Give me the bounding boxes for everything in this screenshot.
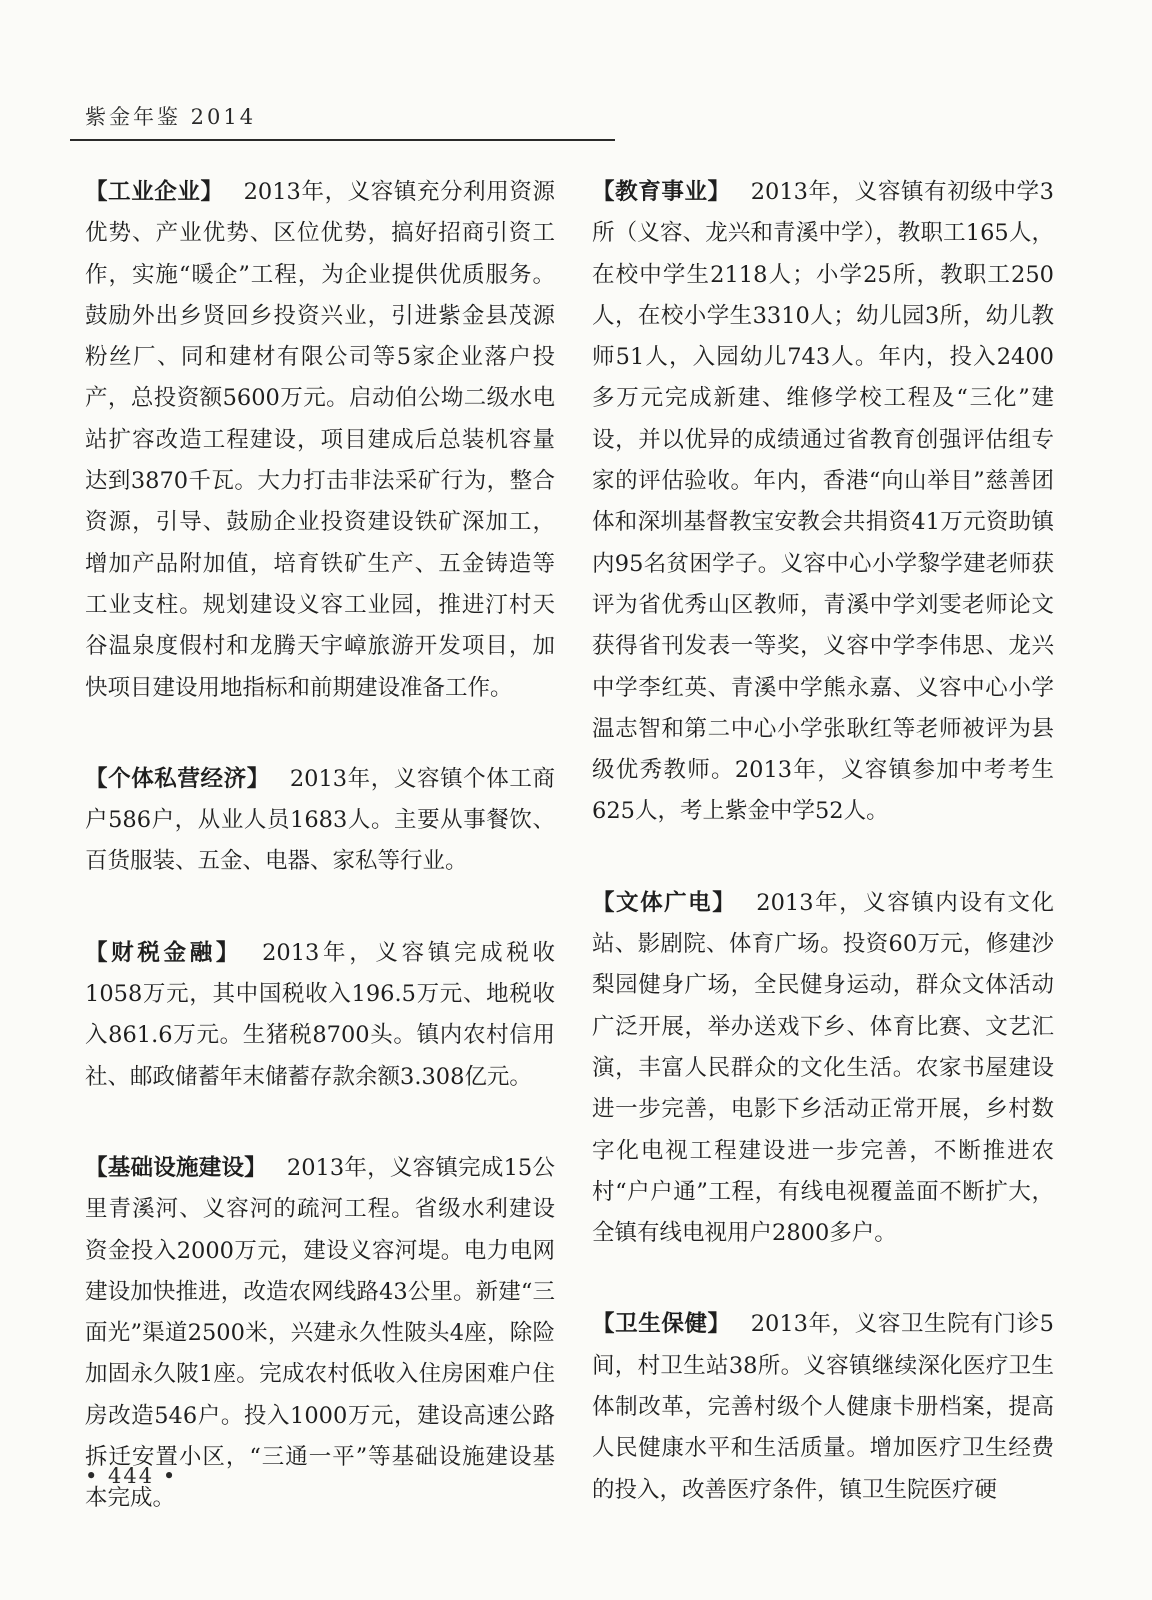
section-body: 2013年，义容镇充分利用资源优势、产业优势、区位优势，搞好招商引资工作，实施“暖企”工程，为企业提供优质服务。鼓励外出乡贤回乡投资兴业，引进紫金县茂源粉丝厂、同和建材有限公司等5家企业落户投产，总投资额5600万元。启动伯公坳二级水电站扩容改造工程建设，项目建成后总装机容量达到3870千瓦。大力打击非法采矿行为，整合资源，引导、鼓励企业投资建设铁矿深加工，增加产品附加值，培育铁矿生产、五金铸造等工业支柱。规划建设义容工业园，推进汀村天谷温泉度假村和龙腾天宇嶂旅游开发项目，加快项目建设用地指标和前期建设准备工作。	[85, 179, 555, 701]
left-column	[85, 172, 555, 1570]
section-body: 2013年，义容镇个体工商户586户，从业人员1683人。主要从事餐饮、百货服装、五金、电器、家私等行业。	[85, 765, 555, 875]
running-header-title: 紫金年鉴 2014	[85, 105, 257, 129]
section-private-economy	[85, 759, 555, 883]
section-heading: 【财税金融】	[85, 939, 243, 966]
section-body: 2013年，义容镇有初级中学3所（义容、龙兴和青溪中学），教职工165人，在校中学生2118人；小学25所，教职工250人，在校小学生3310人；幼儿园3所，幼儿教师51人，入园幼儿743人。年内，投入2400多万元完成新建、维修学校工程及“三化”建设，并以优异的成绩通过省教育创强评估组专家的评估验收。年内，香港“向山举目”慈善团体和深圳基督教宝安教会共捐资41万元资助镇内95名贫困学子。义容中心小学黎学建老师获评为省优秀山区教师，青溪中学刘雯老师论文获得省刊发表一等奖，义容中学李伟思、龙兴中学李红英、青溪中学熊永嘉、义容中心小学温志智和第二中心小学张耿红等老师被评为县级优秀教师。2013年，义容镇参加中考考生625人，考上紫金中学52人。	[592, 179, 1054, 825]
section-body: 2013年，义容镇内设有文化站、影剧院、体育广场。投资60万元，修建沙梨园健身广场，全民健身运动，群众文体活动广泛开展，举办送戏下乡、体育比赛、文艺汇演，丰富人民群众的文化生活。农家书屋建设进一步完善，电影下乡活动正常开展，乡村数字化电视工程建设进一步完善，不断推进农村“户户通”工程，有线电视覆盖面不断扩大，全镇有线电视用户2800多户。	[592, 889, 1054, 1247]
section-heading: 【卫生保健】	[592, 1311, 731, 1338]
section-body: 2013年，义容镇完成税收1058万元，其中国税收入196.5万元、地税收入861.6万元。生猪税8700头。镇内农村信用社、邮政储蓄年末储蓄存款余额3.308亿元。	[85, 939, 555, 1090]
section-heading: 【个体私营经济】	[85, 765, 270, 792]
section-body: 2013年，义容镇完成15公里青溪河、义容河的疏河工程。省级水利建设资金投入2000万元，建设义容河堤。电力电网建设加快推进，改造农网线路43公里。新建“三面光”渠道2500米，兴建永久性陂头4座，除险加固永久陂1座。完成农村低收入住房困难户住房改造546户。投入1000万元，建设高速公路拆迁安置小区，“三通一平”等基础设施建设基本完成。	[85, 1154, 555, 1512]
section-heading: 【基础设施建设】	[85, 1154, 267, 1181]
section-heading: 【文体广电】	[592, 889, 737, 916]
section-body: 2013年，义容卫生院有门诊5间，村卫生站38所。义容镇继续深化医疗卫生体制改革，完善村级个人健康卡册档案，提高人民健康水平和生活质量。增加医疗卫生经费的投入，改善医疗条件，镇卫生院医疗硬	[592, 1311, 1054, 1503]
section-finance-tax	[85, 933, 555, 1098]
header-divider	[70, 139, 615, 141]
section-heading: 【工业企业】	[85, 179, 224, 205]
section-industry	[85, 172, 555, 709]
right-column	[592, 172, 1054, 1561]
section-heading: 【教育事业】	[592, 179, 731, 205]
section-education	[592, 172, 1054, 833]
section-health	[592, 1304, 1054, 1510]
section-culture-sports	[592, 883, 1054, 1255]
page-number: • 444 •	[85, 1464, 178, 1488]
